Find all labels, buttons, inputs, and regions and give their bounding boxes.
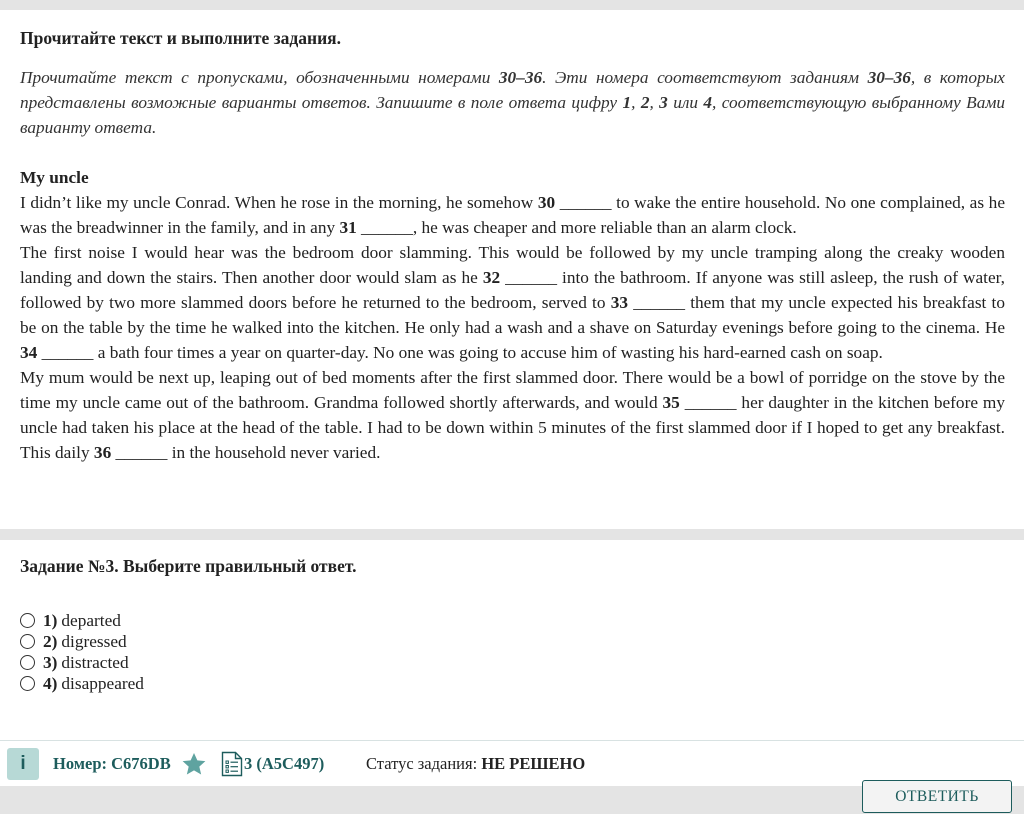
radio-button[interactable]	[20, 676, 35, 691]
task-section	[20, 556, 1005, 694]
section-divider	[0, 529, 1024, 540]
radio-button[interactable]	[20, 655, 35, 670]
story-text: ______ in the household never varied.	[111, 443, 381, 462]
story-text: ______, he was cheaper and more reliable than an alarm clock.	[356, 218, 797, 237]
story-text: I didn’t like my uncle Conrad. When he rose in the morning, he somehow	[20, 193, 538, 212]
instruction-digit: 4	[703, 93, 713, 112]
star-icon[interactable]	[181, 751, 207, 777]
answer-option-1[interactable]	[20, 610, 1005, 631]
answer-option-2[interactable]	[20, 631, 1005, 652]
story-text: The first noise I would hear was the bedroom door slamming. This would be followed by my uncle tramping along the creaky wooden landing and down the stairs. Then another door would slam as he	[20, 243, 1005, 287]
story-text: ______ them that my uncle expected his breakfast to be on the table by the time he walked into the kitchen. He only had a wash and a shave on Saturday evenings before going to the cinema. He	[20, 293, 1006, 337]
gap-number: 30	[537, 193, 556, 212]
option-text: distracted	[61, 653, 129, 672]
gap-number: 34	[20, 343, 38, 362]
instruction-digit: 2	[640, 93, 650, 112]
instruction-sep: или	[667, 93, 704, 112]
answer-button[interactable]: ОТВЕТИТЬ	[862, 780, 1012, 813]
top-divider	[0, 0, 1024, 10]
answer-option-3[interactable]	[20, 652, 1005, 673]
instruction-digit: 1	[622, 93, 632, 112]
option-text: disappeared	[61, 674, 144, 693]
option-number: 1)	[43, 611, 58, 630]
instruction-digit: 3	[659, 93, 668, 112]
option-number: 3)	[43, 653, 58, 672]
instruction-part: , в которых представлены возможные варианты ответов. Запишите в поле ответа цифру	[20, 68, 1005, 112]
instruction-range: 30–36	[867, 68, 911, 87]
section-heading: Прочитайте текст и выполните задания.	[20, 28, 342, 48]
task-number: Номер: C676DB	[53, 754, 171, 773]
document-list-icon	[221, 751, 243, 777]
reading-section	[20, 26, 1005, 465]
story-text: My mum would be next up, leaping out of bed moments after the first slammed door. There would be a bowl of porridge on the stove by the time my uncle came out of the bathroom. Grandma followed shortly afterwards, and would	[20, 368, 1005, 412]
answer-options	[20, 610, 1005, 694]
instruction-sep: ,	[649, 93, 660, 112]
status-value: НЕ РЕШЕНО	[481, 754, 586, 773]
task-title: Задание №3. Выберите правильный ответ.	[20, 556, 357, 576]
story-text: ______ to wake the entire household. No one complained, as he was the breadwinner in the family, and in any	[20, 193, 1005, 237]
story-text: ______ a bath four times a year on quarter-day. No one was going to accuse him of wasting his hard-earned cash on soap.	[37, 343, 883, 362]
answer-option-4[interactable]	[20, 673, 1005, 694]
gap-number: 33	[610, 293, 628, 312]
option-text: digressed	[61, 632, 127, 651]
radio-button[interactable]	[20, 613, 35, 628]
instruction-range: 30–36	[498, 68, 543, 87]
gap-number: 32	[482, 268, 501, 287]
story-paragraph-1	[20, 190, 1005, 240]
instruction-part: . Эти номера соответствуют заданиям	[542, 68, 868, 87]
instruction-text	[20, 65, 1005, 140]
gap-number: 36	[93, 443, 112, 462]
instruction-part: , соответствующую выбранному Вами варианту ответа.	[20, 93, 1005, 137]
instruction-part: Прочитайте текст с пропусками, обозначенными номерами	[20, 68, 499, 87]
story-text: ______ into the bathroom. If anyone was still asleep, the rush of water, followed by two more slammed doors before he returned to the bedroom, served to	[20, 268, 1006, 312]
story-paragraph-3	[20, 365, 1005, 465]
radio-button[interactable]	[20, 634, 35, 649]
status-label: Статус задания:	[366, 754, 482, 773]
task-status	[366, 754, 585, 774]
source-label[interactable]: 3 (A5C497)	[244, 754, 325, 773]
option-number: 4)	[43, 674, 58, 693]
instruction-sep: ,	[631, 93, 641, 112]
gap-number: 31	[339, 218, 357, 237]
option-number: 2)	[43, 632, 58, 651]
story-text: ______ her daughter in the kitchen before my uncle had taken his place at the head of the table. I had to be down within 5 minutes of the first slammed door if I hoped to get any breakfast. This daily	[20, 393, 1005, 462]
story-title: My uncle	[20, 168, 89, 187]
gap-number: 35	[662, 393, 680, 412]
option-text: departed	[61, 611, 121, 630]
info-button[interactable]: i	[7, 748, 39, 780]
story-paragraph-2	[20, 240, 1005, 365]
